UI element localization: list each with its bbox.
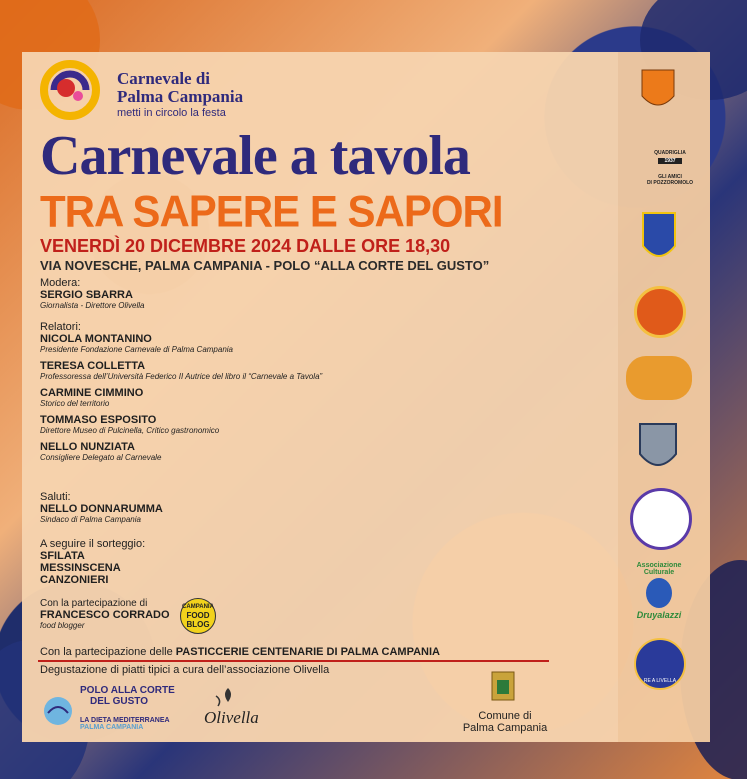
participation-block (40, 598, 170, 630)
greetings-label: Saluti: (40, 491, 71, 503)
shield-logo-icon (638, 66, 678, 116)
following-block (40, 538, 145, 586)
event-date: VENERDÌ 20 DICEMBRE 2024 DALLE ORE 18,30 (40, 236, 451, 256)
speaker-name: TERESA COLLETTA (40, 360, 146, 372)
event-title: Carnevale a tavola (40, 125, 470, 187)
re-a-livella-badge-icon (634, 638, 686, 690)
speaker-name: TOMMASO ESPOSITO (40, 414, 157, 426)
greetings-block (40, 491, 163, 524)
brand-title-line2: Palma Campania (117, 87, 244, 106)
polo-line: DEL GUSTO (90, 696, 148, 707)
degustazione-line: Degustazione di piatti tipici a cura dell’associazione Olivella (40, 664, 330, 676)
following-item: MESSINSCENA (40, 562, 121, 574)
comune-crest-icon (488, 668, 518, 706)
brand-title (117, 70, 243, 106)
pasticcerie-bold: PASTICCERIE CENTENARIE DI PALMA CAMPANIA (175, 646, 440, 658)
speaker-role: Storico del territorio (40, 399, 110, 408)
brand-tagline: metti in circolo la festa (117, 107, 226, 119)
greetings-role: Sindaco di Palma Campania (40, 515, 141, 524)
quadriglia-line: GLI AMICI (658, 174, 682, 180)
polo-line: PALMA CAMPANIA (80, 724, 144, 731)
olivella-name: Olivella (204, 708, 259, 727)
speaker (40, 441, 322, 462)
moderator-name: SERGIO SBARRA (40, 289, 133, 301)
quadriglia-line: QUADRIGLIA (654, 150, 686, 156)
participation-name: FRANCESCO CORRADO (40, 609, 170, 621)
speaker (40, 333, 322, 354)
following-item: SFILATA (40, 550, 85, 562)
comune-line: Comune di (478, 710, 532, 722)
comune-line: Palma Campania (462, 722, 548, 734)
speaker-role: Direttore Museo di Pulcinella, Critico gastronomico (40, 426, 220, 435)
speaker-name: CARMINE CIMMINO (40, 387, 144, 399)
greetings-name: NELLO DONNARUMMA (40, 503, 163, 515)
polo-logo-icon (40, 683, 76, 729)
event-subtitle: TRA SAPERE E SAPORI (40, 186, 503, 237)
mask-badge-icon (634, 286, 686, 338)
speakers-block (40, 321, 322, 462)
badge-line: BLOG (186, 620, 210, 629)
group-badge-icon (626, 356, 692, 400)
polo-line: POLO ALLA CORTE (80, 685, 175, 696)
participation-label: Con la partecipazione di (40, 598, 148, 609)
association-logo (632, 562, 686, 620)
following-item: CANZONIERI (40, 574, 109, 586)
brand-title-line1: Carnevale di (117, 69, 211, 88)
speakers-label: Relatori: (40, 321, 81, 333)
comune-label (460, 710, 550, 734)
quadriglia-logo (640, 150, 700, 186)
moderator-block (40, 277, 144, 310)
pasticcerie-prefix: Con la partecipazione delle (40, 646, 176, 658)
polo-subtitle (80, 717, 170, 731)
quadriglia-year: 1937 (658, 158, 682, 164)
pasticcerie-line (40, 646, 440, 658)
speaker (40, 414, 322, 435)
grey-shield-logo-icon (636, 420, 680, 476)
badge-line: FOOD (186, 611, 210, 620)
polo-line: LA DIETA MEDITERRANEA (80, 717, 170, 724)
carnival-logo-icon (40, 60, 100, 120)
speaker-role: Professoressa dell’Università Federico II Autrice del libro il “Carnevale a Tavola” (40, 372, 323, 381)
speaker-name: NICOLA MONTANINO (40, 333, 152, 345)
divider (38, 660, 549, 662)
speaker-role: Presidente Fondazione Carnevale di Palma Campania (40, 345, 233, 354)
moderator-role: Giornalista - Direttore Olivella (40, 301, 145, 310)
polo-title (80, 685, 175, 707)
event-place: VIA NOVESCHE, PALMA CAMPANIA - POLO “ALLA CORTE DEL GUSTO” (40, 258, 490, 273)
participation-role: food blogger (40, 621, 85, 630)
food-blog-badge (180, 598, 216, 634)
speaker (40, 360, 322, 381)
speaker-role: Consigliere Delegato al Carnevale (40, 453, 162, 462)
badge-text: RE A LIVELLA (643, 678, 677, 684)
badge-line: CAMPANIA (182, 604, 214, 610)
association-figure-icon (646, 578, 672, 608)
association-line: Culturale (643, 569, 675, 576)
moderator-label: Modera: (40, 277, 81, 289)
speaker (40, 387, 322, 408)
association-line: Associazione (636, 562, 682, 569)
purple-badge-icon (630, 488, 692, 550)
following-label: A seguire il sorteggio: (40, 538, 146, 550)
quadriglia-line: DI POZZOROMOLO (646, 180, 694, 186)
speaker-name: NELLO NUNZIATA (40, 441, 135, 453)
association-name: Druyalazzi (636, 610, 682, 620)
blue-shield-logo-icon (640, 210, 678, 266)
